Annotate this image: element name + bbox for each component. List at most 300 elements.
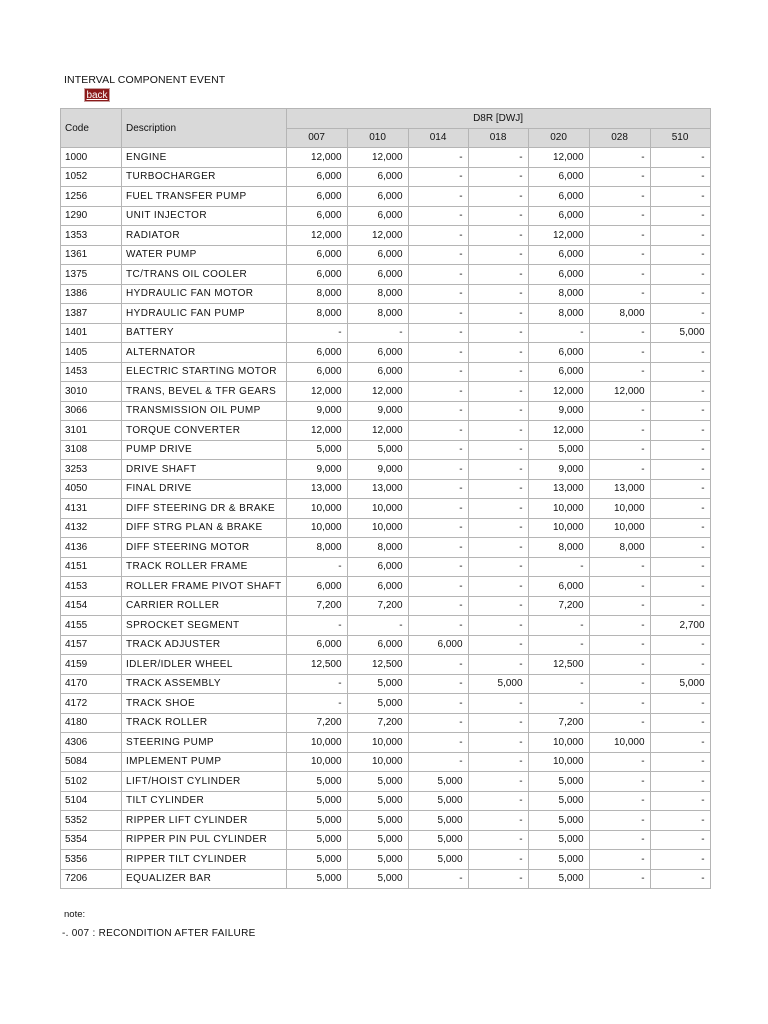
description-cell: LIFT/HOIST CYLINDER [122,772,287,792]
interval-cell: - [468,518,528,538]
interval-cell: - [408,148,468,168]
interval-cell: 6,000 [528,362,589,382]
description-cell: IMPLEMENT PUMP [122,752,287,772]
interval-cell: - [650,830,710,850]
interval-cell: - [286,557,347,577]
interval-cell: - [589,596,650,616]
interval-cell: - [589,791,650,811]
interval-cell: 5,000 [286,772,347,792]
interval-cell: 8,000 [286,304,347,324]
interval-cell: - [468,265,528,285]
interval-cell: 6,000 [347,187,408,207]
description-cell: SPROCKET SEGMENT [122,616,287,636]
table-row [61,577,711,597]
table-row [61,440,711,460]
description-cell: DRIVE SHAFT [122,460,287,480]
interval-cell: 10,000 [286,733,347,753]
interval-cell: 10,000 [347,518,408,538]
table-row [61,830,711,850]
description-cell: EQUALIZER BAR [122,869,287,889]
interval-cell: - [347,323,408,343]
interval-cell: 9,000 [528,401,589,421]
code-cell: 3101 [61,421,122,441]
interval-cell: - [468,226,528,246]
interval-cell: 6,000 [528,167,589,187]
interval-cell: - [589,167,650,187]
interval-cell: - [347,616,408,636]
interval-cell: 9,000 [347,460,408,480]
interval-cell: - [589,148,650,168]
table-row [61,733,711,753]
description-cell: ENGINE [122,148,287,168]
interval-cell: 6,000 [347,206,408,226]
interval-cell: - [468,382,528,402]
interval-cell: 8,000 [347,304,408,324]
interval-cell: - [650,284,710,304]
table-row [61,187,711,207]
interval-cell: - [468,869,528,889]
code-cell: 4131 [61,499,122,519]
interval-cell: 9,000 [528,460,589,480]
interval-cell: 6,000 [347,245,408,265]
interval-cell: - [650,206,710,226]
code-cell: 3253 [61,460,122,480]
interval-cell: - [589,655,650,675]
interval-cell: - [408,206,468,226]
code-cell: 1401 [61,323,122,343]
code-cell: 5084 [61,752,122,772]
interval-cell: - [589,811,650,831]
code-cell: 3108 [61,440,122,460]
interval-cell: 6,000 [528,343,589,363]
code-cell: 1375 [61,265,122,285]
interval-cell: 6,000 [347,635,408,655]
interval-cell: 5,000 [528,811,589,831]
interval-cell: 7,200 [347,713,408,733]
table-row [61,401,711,421]
table-row [61,421,711,441]
code-cell: 4155 [61,616,122,636]
interval-cell: 6,000 [286,167,347,187]
interval-cell: 5,000 [468,674,528,694]
interval-cell: - [468,635,528,655]
code-cell: 4180 [61,713,122,733]
interval-cell: - [408,460,468,480]
interval-cell: - [650,791,710,811]
interval-cell: 12,000 [347,148,408,168]
code-cell: 4172 [61,694,122,714]
interval-cell: - [589,616,650,636]
interval-cell: - [408,869,468,889]
interval-cell: - [650,811,710,831]
interval-cell: - [589,635,650,655]
interval-cell: - [650,421,710,441]
interval-cell: - [468,752,528,772]
interval-cell: 9,000 [347,401,408,421]
interval-cell: - [468,596,528,616]
header-row-group [61,109,711,129]
interval-cell: - [650,401,710,421]
interval-cell: 6,000 [286,187,347,207]
interval-cell: - [589,674,650,694]
interval-cell: 12,500 [286,655,347,675]
interval-cell: 6,000 [286,343,347,363]
interval-cell: 5,000 [408,830,468,850]
description-cell: STEERING PUMP [122,733,287,753]
description-cell: TRACK ROLLER [122,713,287,733]
interval-cell: - [468,460,528,480]
description-cell: TRACK ROLLER FRAME [122,557,287,577]
description-cell: RIPPER PIN PUL CYLINDER [122,830,287,850]
interval-cell: - [408,577,468,597]
interval-cell: 12,500 [528,655,589,675]
table-row [61,850,711,870]
interval-cell: - [286,674,347,694]
interval-cell: 12,000 [528,148,589,168]
interval-cell: 5,000 [347,869,408,889]
interval-cell: - [589,460,650,480]
code-cell: 5104 [61,791,122,811]
interval-cell: - [468,187,528,207]
interval-cell: 6,000 [286,206,347,226]
code-cell: 3010 [61,382,122,402]
interval-cell: 5,000 [408,850,468,870]
interval-cell: 13,000 [589,479,650,499]
interval-table [60,108,711,889]
table-row [61,499,711,519]
description-header: Description [122,109,287,148]
interval-cell: - [589,869,650,889]
interval-cell: 6,000 [408,635,468,655]
interval-cell: 10,000 [528,733,589,753]
interval-cell: 6,000 [528,206,589,226]
table-row [61,791,711,811]
code-cell: 5356 [61,850,122,870]
interval-cell: - [468,577,528,597]
column-header: 028 [589,128,650,148]
interval-cell: 8,000 [528,284,589,304]
code-cell: 4154 [61,596,122,616]
interval-cell: - [650,440,710,460]
description-cell: TORQUE CONVERTER [122,421,287,441]
interval-cell: 5,000 [408,772,468,792]
interval-cell: 7,200 [286,713,347,733]
interval-cell: 10,000 [528,499,589,519]
interval-cell: - [589,772,650,792]
interval-cell: 10,000 [347,752,408,772]
interval-cell: - [650,772,710,792]
code-cell: 7206 [61,869,122,889]
interval-cell: 5,000 [347,850,408,870]
interval-cell: - [408,362,468,382]
interval-cell: 10,000 [286,499,347,519]
interval-cell: - [408,304,468,324]
interval-cell: - [408,226,468,246]
interval-cell: - [650,733,710,753]
interval-cell: 10,000 [347,733,408,753]
interval-cell: 7,200 [286,596,347,616]
table-row [61,869,711,889]
interval-cell: 5,000 [286,440,347,460]
interval-cell: 10,000 [589,733,650,753]
interval-cell: - [408,440,468,460]
interval-cell: - [528,674,589,694]
table-row [61,265,711,285]
interval-cell: - [528,323,589,343]
interval-cell: - [408,616,468,636]
interval-cell: 13,000 [347,479,408,499]
interval-cell: - [589,284,650,304]
description-cell: RIPPER LIFT CYLINDER [122,811,287,831]
description-cell: DIFF STEERING DR & BRAKE [122,499,287,519]
interval-cell: - [468,538,528,558]
description-cell: ALTERNATOR [122,343,287,363]
interval-cell: - [468,440,528,460]
interval-cell: - [468,616,528,636]
interval-cell: - [408,713,468,733]
table-row [61,148,711,168]
description-cell: PUMP DRIVE [122,440,287,460]
interval-cell: 5,000 [650,323,710,343]
interval-cell: - [650,479,710,499]
table-header [61,109,711,148]
table-row [61,596,711,616]
table-row [61,167,711,187]
interval-cell: - [408,382,468,402]
note-label: note: [64,909,86,920]
table-row [61,694,711,714]
description-cell: TRANSMISSION OIL PUMP [122,401,287,421]
interval-cell: - [408,421,468,441]
table-row [61,382,711,402]
interval-cell: 5,000 [408,791,468,811]
interval-cell: 13,000 [528,479,589,499]
description-cell: DIFF STRG PLAN & BRAKE [122,518,287,538]
table-row [61,206,711,226]
code-cell: 3066 [61,401,122,421]
table-row [61,772,711,792]
interval-cell: 7,200 [347,596,408,616]
note-text: -. 007 : RECONDITION AFTER FAILURE [62,928,256,939]
interval-cell: 5,000 [528,440,589,460]
interval-cell: - [589,343,650,363]
interval-cell: 5,000 [286,850,347,870]
interval-cell: 8,000 [347,538,408,558]
code-cell: 5354 [61,830,122,850]
interval-cell: - [589,245,650,265]
interval-cell: - [650,362,710,382]
interval-cell: 5,000 [347,674,408,694]
interval-cell: 6,000 [286,635,347,655]
interval-cell: - [408,343,468,363]
description-cell: TC/TRANS OIL COOLER [122,265,287,285]
interval-cell: 10,000 [528,752,589,772]
table-row [61,284,711,304]
table-row [61,518,711,538]
code-cell: 4306 [61,733,122,753]
interval-cell: - [468,148,528,168]
interval-cell: - [408,694,468,714]
code-cell: 1353 [61,226,122,246]
code-cell: 1052 [61,167,122,187]
column-header: 018 [468,128,528,148]
interval-cell: - [468,694,528,714]
code-cell: 1453 [61,362,122,382]
interval-cell: - [650,265,710,285]
interval-cell: 8,000 [347,284,408,304]
interval-cell: 10,000 [286,518,347,538]
interval-cell: 8,000 [528,538,589,558]
interval-cell: 5,000 [347,830,408,850]
interval-cell: 10,000 [589,499,650,519]
interval-cell: 8,000 [286,538,347,558]
table-row [61,479,711,499]
code-cell: 4153 [61,577,122,597]
table-row [61,245,711,265]
interval-cell: - [589,323,650,343]
interval-cell: 5,000 [528,850,589,870]
interval-cell: - [650,557,710,577]
code-cell: 4157 [61,635,122,655]
description-cell: HYDRAULIC FAN PUMP [122,304,287,324]
table-row [61,538,711,558]
code-cell: 5352 [61,811,122,831]
interval-cell: 12,000 [286,226,347,246]
interval-cell: - [528,635,589,655]
interval-cell: 9,000 [286,401,347,421]
interval-cell: - [286,616,347,636]
interval-cell: 12,000 [347,226,408,246]
interval-cell: - [650,187,710,207]
interval-cell: - [468,245,528,265]
interval-cell: 12,000 [528,421,589,441]
interval-cell: 10,000 [286,752,347,772]
interval-cell: - [589,362,650,382]
interval-cell: - [589,401,650,421]
interval-cell: 6,000 [286,265,347,285]
description-cell: TURBOCHARGER [122,167,287,187]
interval-cell: 5,000 [650,674,710,694]
interval-cell: - [468,713,528,733]
interval-cell: - [468,830,528,850]
interval-cell: 6,000 [347,343,408,363]
description-cell: TRACK SHOE [122,694,287,714]
interval-cell: 2,700 [650,616,710,636]
interval-cell: - [408,596,468,616]
table-row [61,343,711,363]
interval-cell: - [650,596,710,616]
model-group-header: D8R [DWJ] [286,109,710,129]
interval-cell: - [468,791,528,811]
table-row [61,362,711,382]
description-cell: TRANS, BEVEL & TFR GEARS [122,382,287,402]
interval-cell: 6,000 [347,362,408,382]
interval-cell: - [468,850,528,870]
table-row [61,323,711,343]
description-cell: WATER PUMP [122,245,287,265]
interval-cell: - [408,674,468,694]
interval-cell: 10,000 [528,518,589,538]
interval-cell: - [468,284,528,304]
description-cell: FINAL DRIVE [122,479,287,499]
interval-cell: 7,200 [528,596,589,616]
interval-cell: - [408,187,468,207]
interval-cell: - [408,557,468,577]
interval-cell: 6,000 [347,557,408,577]
code-cell: 1386 [61,284,122,304]
interval-cell: - [286,694,347,714]
interval-cell: - [468,733,528,753]
column-header: 020 [528,128,589,148]
interval-cell: - [468,167,528,187]
interval-cell: - [468,206,528,226]
interval-cell: - [589,226,650,246]
interval-cell: - [650,382,710,402]
interval-cell: 12,000 [286,421,347,441]
code-cell: 1290 [61,206,122,226]
interval-cell: 12,000 [589,382,650,402]
code-cell: 1256 [61,187,122,207]
code-header: Code [61,109,122,148]
code-cell: 4050 [61,479,122,499]
interval-cell: 8,000 [286,284,347,304]
interval-cell: - [589,187,650,207]
interval-cell: - [408,167,468,187]
interval-cell: 6,000 [286,577,347,597]
code-cell: 1405 [61,343,122,363]
interval-cell: - [589,265,650,285]
interval-cell: 13,000 [286,479,347,499]
table-row [61,655,711,675]
interval-cell: - [408,655,468,675]
interval-cell: 5,000 [528,772,589,792]
interval-cell: - [468,557,528,577]
description-cell: UNIT INJECTOR [122,206,287,226]
interval-cell: - [589,557,650,577]
interval-cell: - [650,304,710,324]
interval-cell: - [650,869,710,889]
interval-cell: - [408,265,468,285]
interval-cell: 5,000 [347,772,408,792]
interval-cell: 8,000 [589,304,650,324]
interval-cell: 12,000 [528,382,589,402]
interval-cell: - [589,421,650,441]
interval-cell: - [589,577,650,597]
interval-cell: - [650,460,710,480]
interval-cell: 12,000 [286,382,347,402]
interval-cell: 6,000 [528,577,589,597]
code-cell: 4170 [61,674,122,694]
interval-cell: - [650,245,710,265]
interval-cell: - [528,557,589,577]
interval-cell: 5,000 [286,830,347,850]
interval-cell: 12,000 [528,226,589,246]
code-cell: 4132 [61,518,122,538]
interval-cell: - [650,499,710,519]
interval-cell: - [650,167,710,187]
table-row [61,752,711,772]
interval-cell: - [468,304,528,324]
code-cell: 5102 [61,772,122,792]
table-row [61,616,711,636]
interval-cell: - [589,713,650,733]
interval-cell: - [650,226,710,246]
interval-cell: - [650,148,710,168]
back-button[interactable]: back [84,88,110,102]
interval-cell: - [468,772,528,792]
table-row [61,226,711,246]
column-header: 010 [347,128,408,148]
